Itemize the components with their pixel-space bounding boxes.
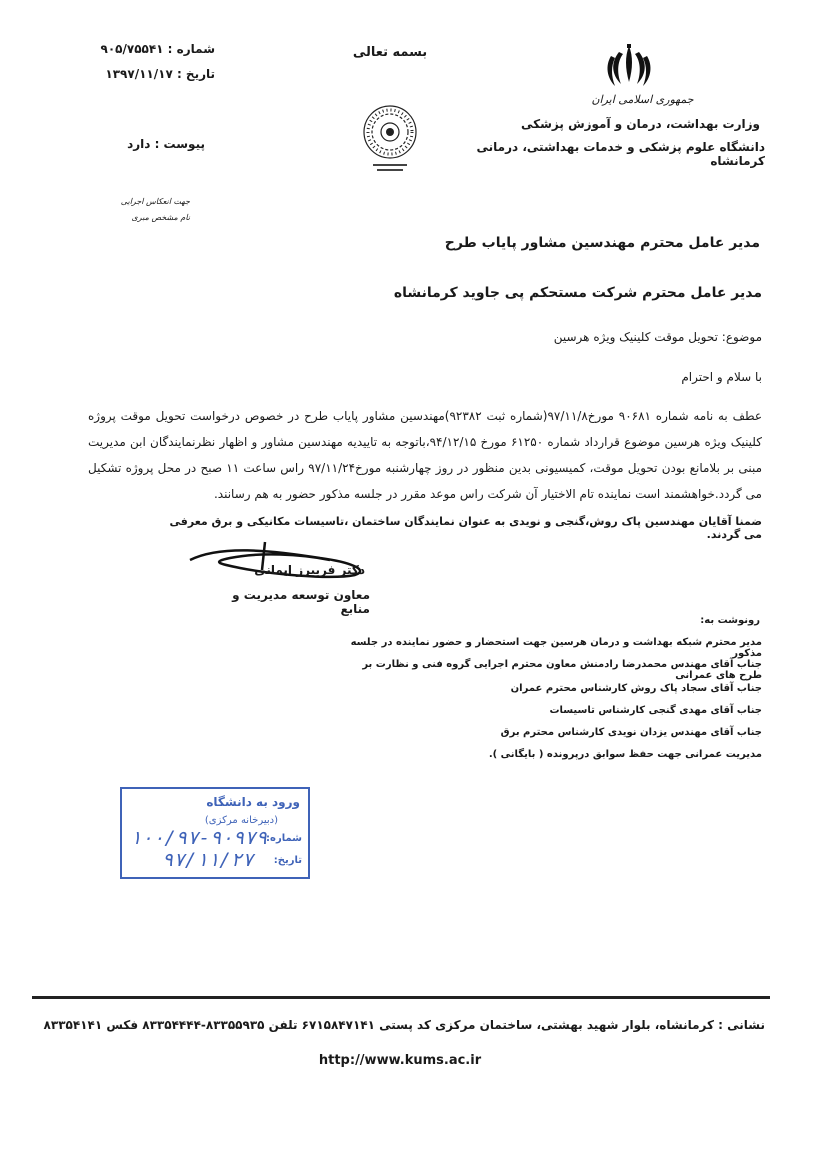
stamp-number-label: شماره: <box>266 833 302 844</box>
ministry-title: وزارت بهداشت، درمان و آموزش پزشکی <box>521 117 760 131</box>
cc-item: جناب آقای مهندس محمدرضا رادمنش معاون محترم اجرایی گروه فنی و نظارت بر طرح های عمرانی <box>362 659 762 681</box>
addressee-2: مدیر عامل محترم شرکت مستحکم پی جاوید کرمانشاه <box>393 285 762 301</box>
registration-stamp <box>120 787 310 879</box>
addressee-1: مدیر عامل محترم مهندسین مشاور پایاب طرح <box>444 235 760 251</box>
stamp-number: ۱۰۰/۹۷-۹۰۹۷۹ <box>130 827 268 849</box>
letter-attachment: پیوست : دارد <box>127 137 205 151</box>
footer-website: http://www.kums.ac.ir <box>318 1053 482 1068</box>
letter-body: عطف به نامه شماره ۹۰۶۸۱ مورخ۹۷/۱۱/۸(شماره ثبت ۹۲۳۸۲)مهندسین مشاور پایاب طرح در خصوص درخواست تحویل موقت پروژه کلینیک ویژه هرسین موضوع قرارداد شماره ۶۱۲۵۰ مورخ ۹۴/۱۲/۱۵،باتوجه به تاییدیه مهندسین مشاور و اظهار نظرنمایندگان ابن مدیریت مبنی بر بلامانع بودن تحویل موقت، کمیسیونی بدین منظور در روز چهارشنبه مورخ۹۷/۱۱/۲۴ راس ساعت ۱۱ صبح در محل پروژه تشکیل می گردد.خواهشمند است نماینده تام الاختیار آن شرکت راس موعد مقرر در جلسه مذکور حضور به هم رسانند. <box>88 409 763 501</box>
signatory-name: دکتر فریبرز ایمانی <box>254 563 365 577</box>
letter-date: تاریخ : ۱۳۹۷/۱۱/۱۷ <box>105 67 215 81</box>
stamp-office: (دبیرخانه مرکزی) <box>204 815 278 826</box>
cc-title: رونوشت به: <box>700 615 760 626</box>
letter-number: شماره : ۹۰۵/۷۵۵۴۱ <box>100 42 215 56</box>
stamp-date: ۹۷/۱۱/۲۷ <box>162 849 254 871</box>
footer-divider <box>32 996 770 999</box>
cc-item: مدیر محترم شبکه بهداشت و درمان هرسین جهت استحضار و حضور نماینده در جلسه مذکور <box>350 637 762 659</box>
letter-subject: موضوع: تحویل موقت کلینیک ویژه هرسین <box>553 330 762 344</box>
letter-greeting: با سلام و احترام <box>681 370 762 384</box>
cc-item: مدیریت عمرانی جهت حفظ سوابق درپرونده ( بایگانی ). <box>488 749 762 760</box>
university-seal-icon <box>355 100 425 184</box>
letter-attendees: ضمنا آقایان مهندسین پاک روش،گنجی و نویدی به عنوان نمایندگان ساختمان ،تاسیسات مکانیکی و برق معرفی می گردند. <box>169 515 762 541</box>
bismillah-heading: بسمه تعالی <box>352 45 428 60</box>
signatory-title: معاون توسعه مدیریت و منابع <box>232 588 370 616</box>
handwritten-note-line1: جهت انعکاس اجرایی <box>120 197 190 206</box>
iran-emblem-icon <box>605 42 653 96</box>
cc-item: جناب آقای مهدی گنجی کارشناس تاسیسات <box>549 705 762 716</box>
stamp-title: ورود به دانشگاه <box>206 795 300 809</box>
handwritten-note-line2: نام مشخص مبری <box>131 213 190 222</box>
cc-item: جناب آقای سجاد پاک روش کارشناس محترم عمران <box>510 683 762 694</box>
university-title: دانشگاه علوم پزشکی و خدمات بهداشتی، درمانی کرمانشاه <box>476 140 765 168</box>
stamp-date-label: تاریخ: <box>273 855 302 866</box>
country-title: جمهوری اسلامی ایران <box>591 93 694 106</box>
cc-item: جناب آقای مهندس یزدان نویدی کارشناس محترم برق <box>500 727 762 738</box>
footer-address: نشانی : کرمانشاه، بلوار شهید بهشتی، ساختمان مرکزی کد پستی ۶۷۱۵۸۴۷۱۴۱ تلفن ۸۳۳۵۵۹۳۵-۸۳۳۵۴۴۴۴ فکس ۸۳۳۵۴۱۴۱ <box>43 1018 765 1032</box>
